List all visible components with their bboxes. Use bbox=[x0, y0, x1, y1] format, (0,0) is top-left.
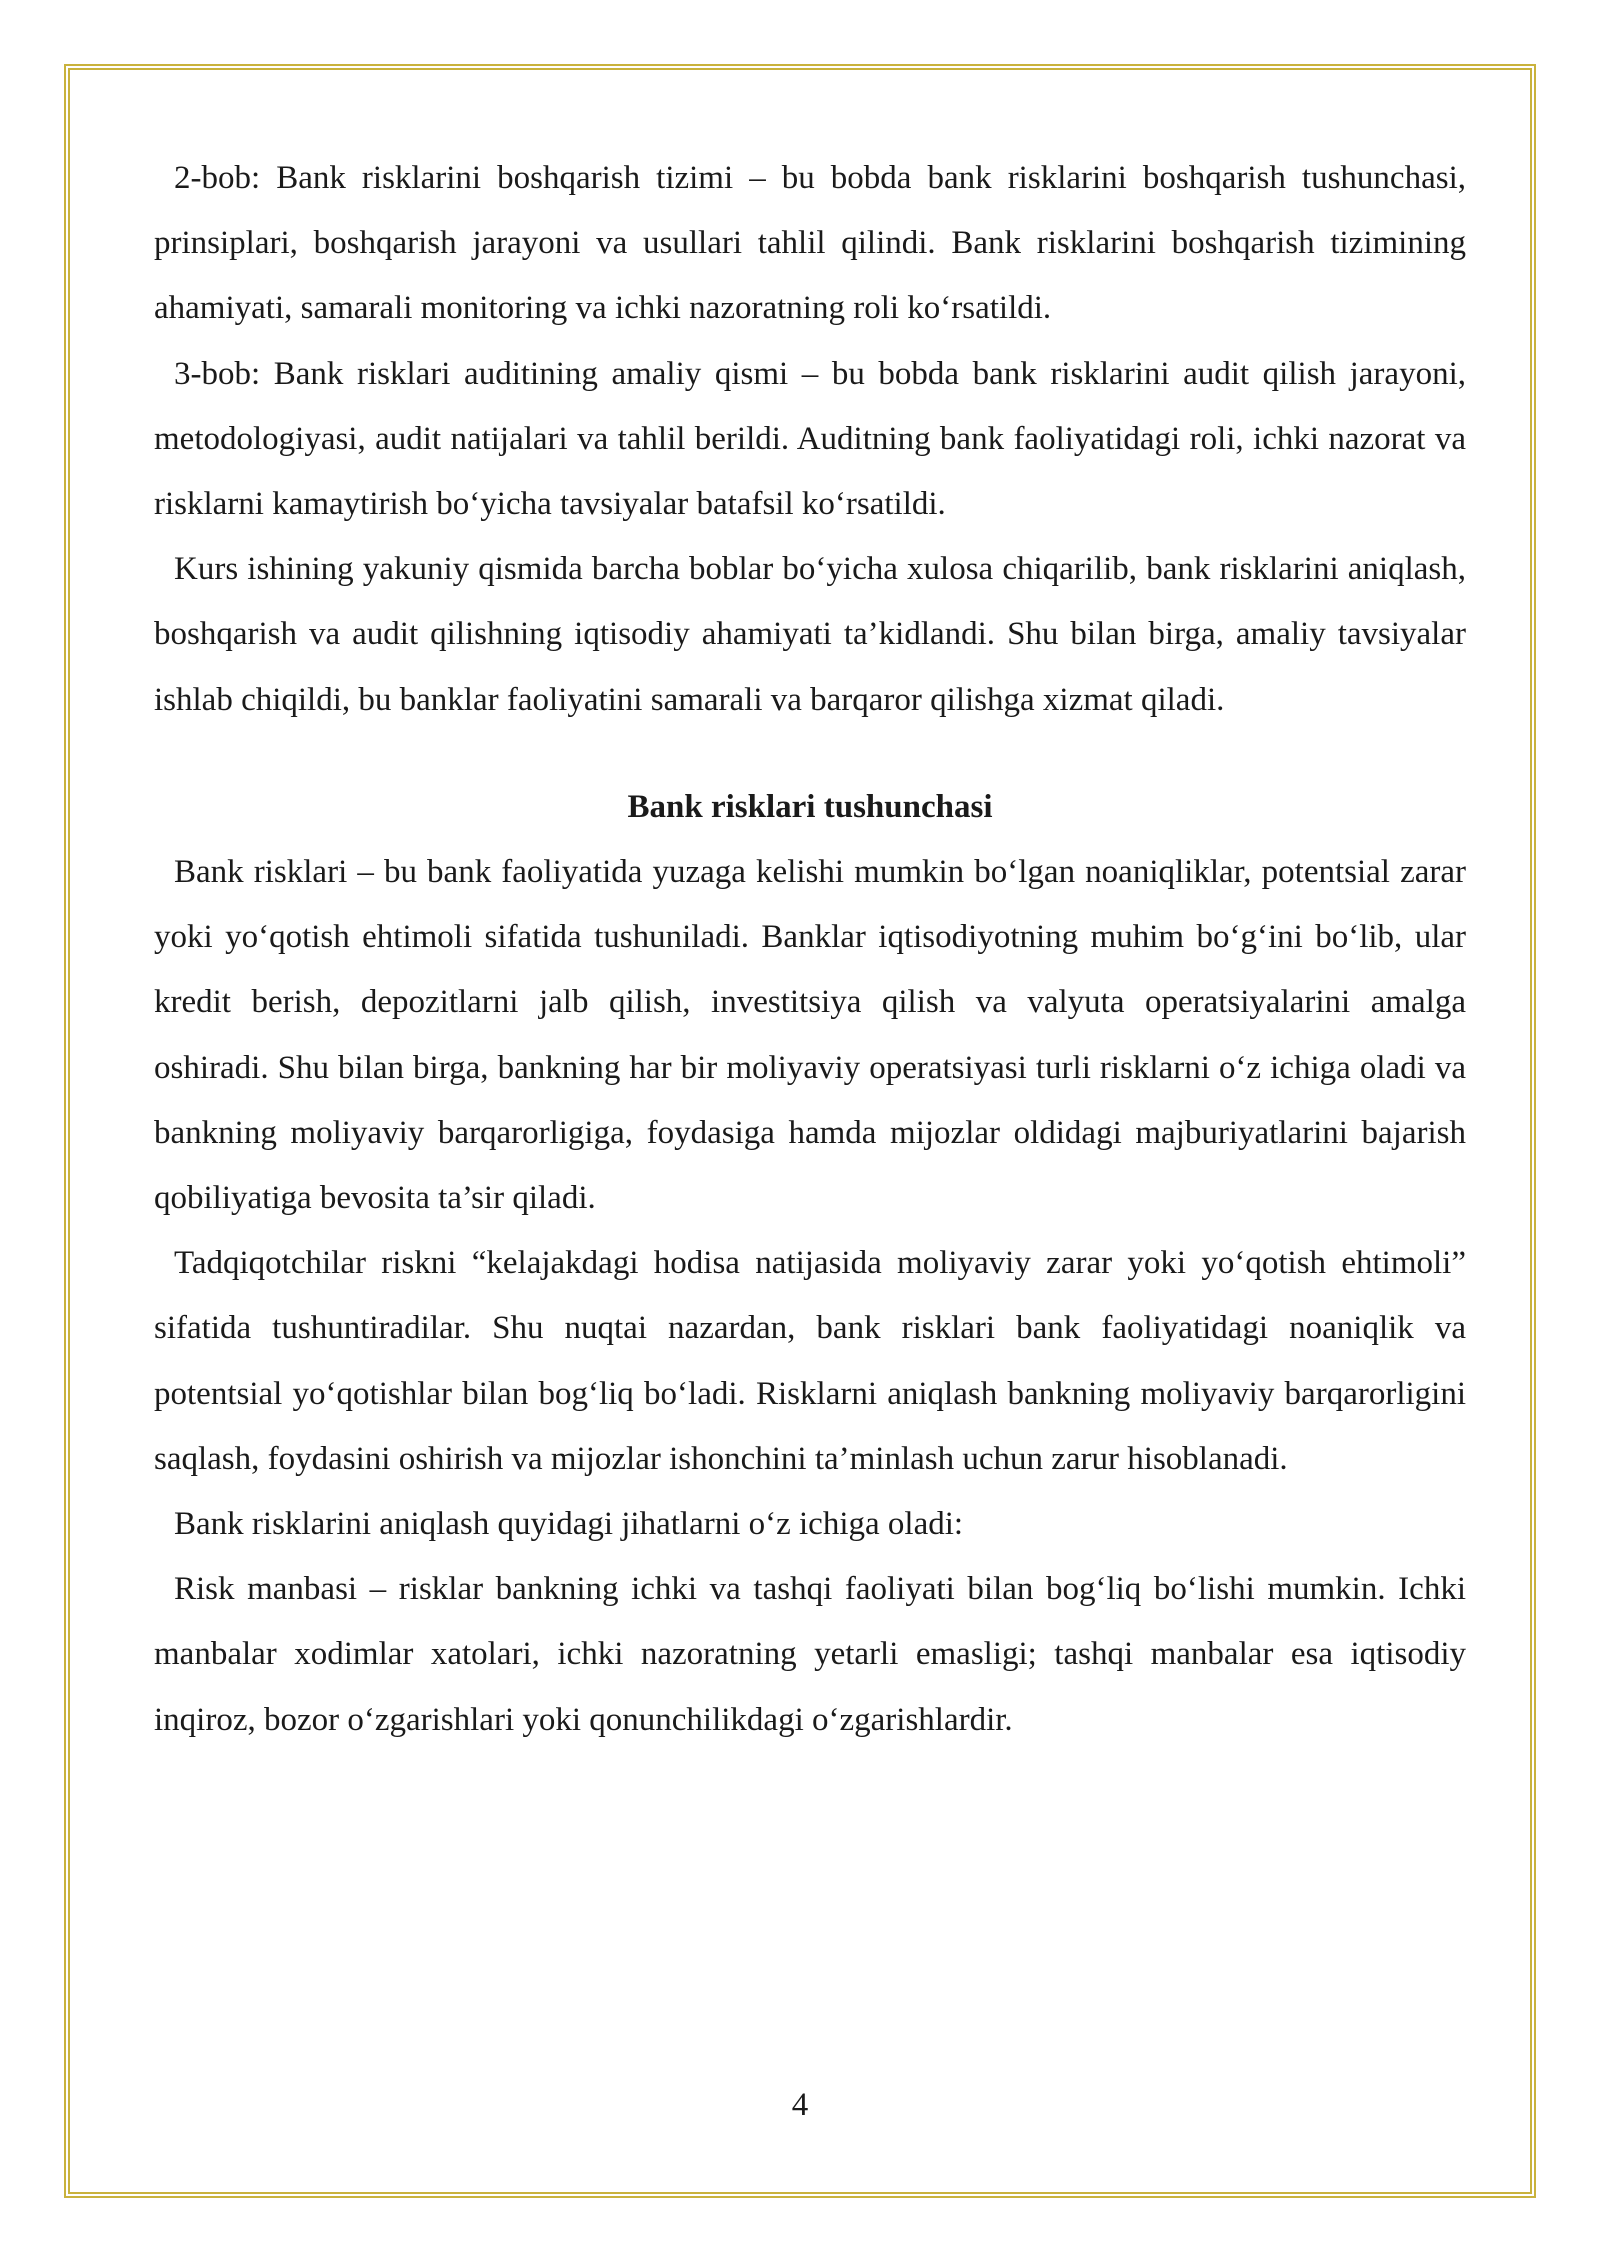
paragraph-risk-source: Risk manbasi – risklar bankning ichki va tashqi faoliyati bilan bog‘liq bo‘lishi mumkin. Ichki manbalar xodimlar xatolari, ichki nazoratning yetarli emasligi; tashqi manbalar esa iqtisodiy inqiroz, bozor o‘zgarishlari yoki qonunchilikdagi o‘zgarishlardir. bbox=[154, 1571, 1466, 1738]
paragraph-chapter-3-summary: 3-bob: Bank risklari auditining amaliy qismi – bu bobda bank risklarini audit qilish jarayoni, metodologiyasi, audit natijalari va tahlil berildi. Auditning bank faoliyatidagi roli, ichki nazorat va risklarni kamaytirish bo‘yicha tavsiyalar batafsil ko‘rsatildi. bbox=[154, 355, 1466, 523]
section-title: Bank risklari tushunchasi bbox=[627, 788, 993, 825]
paragraph-identification-intro: Bank risklarini aniqlash quyidagi jihatlarni o‘z ichiga oladi: bbox=[174, 1506, 964, 1543]
paragraph-researchers-definition: Tadqiqotchilar riskni “kelajakdagi hodisa natijasida moliyaviy zarar yoki yo‘qotish ehtimoli” sifatida tushuntiradilar. Shu nuqtai nazardan, bank risklari bank faoliyatidagi noaniqlik va potentsial yo‘qotishlar bilan bog‘liq bo‘ladi. Risklarni aniqlash bankning moliyaviy barqarorligini saqlash, foydasini oshirish va mijozlar ishonchini ta’minlash uchun zarur hisoblanadi. bbox=[154, 1245, 1466, 1477]
page-number: 4 bbox=[791, 2087, 809, 2123]
paragraph-chapter-2-summary: 2-bob: Bank risklarini boshqarish tizimi – bu bobda bank risklarini boshqarish tushunchasi, prinsiplari, boshqarish jarayoni va usullari tahlil qilindi. Bank risklarini boshqarish tizimining ahamiyati, samarali monitoring va ichki nazoratning roli ko‘rsatildi. bbox=[154, 160, 1466, 327]
paragraph-bank-risk-definition: Bank risklari – bu bank faoliyatida yuzaga kelishi mumkin bo‘lgan noaniqliklar, potentsial zarar yoki yo‘qotish ehtimoli sifatida tushuniladi. Banklar iqtisodiyotning muhim bo‘g‘ini bo‘lib, ular kredit berish, depozitlarni jalb qilish, investitsiya qilish va valyuta operatsiyalarini amalga oshiradi. Shu bilan birga, bankning har bir moliyaviy operatsiyasi turli risklarni o‘z ichiga oladi va bankning moliyaviy barqarorligiga, foydasiga hamda mijozlar oldidagi majburiyatlarini bajarish qobiliyatiga bevosita ta’sir qiladi. bbox=[154, 854, 1466, 1217]
paragraph-conclusion-summary: Kurs ishining yakuniy qismida barcha boblar bo‘yicha xulosa chiqarilib, bank risklarini aniqlash, boshqarish va audit qilishning iqtisodiy ahamiyati ta’kidlandi. Shu bilan birga, amaliy tavsiyalar ishlab chiqildi, bu banklar faoliyatini samarali va barqaror qilishga xizmat qiladi. bbox=[154, 551, 1466, 718]
document-body bbox=[154, 146, 1466, 1753]
